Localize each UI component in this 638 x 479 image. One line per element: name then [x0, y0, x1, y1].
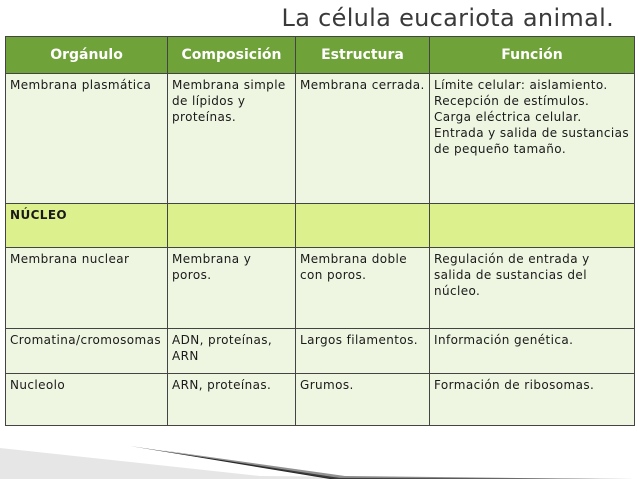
cell-funcion: Límite celular: aislamiento. Recepción de estímulos. Carga eléctrica celular. Entrada y salida de sustancias de pequeño tamaño.: [430, 74, 635, 204]
cell-estructura: Membrana cerrada.: [296, 74, 430, 204]
cell-organulo: Cromatina/cromosomas: [6, 329, 168, 374]
cell-funcion: Formación de ribosomas.: [430, 374, 635, 426]
section-empty-cell: [430, 204, 635, 248]
cell-composicion: Membrana y poros.: [168, 248, 296, 329]
table-row: [6, 74, 635, 204]
section-label: NÚCLEO: [6, 204, 168, 248]
table-row: [6, 248, 635, 329]
cell-composicion: Membrana simple de lípidos y proteínas.: [168, 74, 296, 204]
cell-organulo: Nucleolo: [6, 374, 168, 426]
cell-composicion: ARN, proteínas.: [168, 374, 296, 426]
section-row-nucleo: [6, 204, 635, 248]
cell-organulo: Membrana plasmática: [6, 74, 168, 204]
cell-estructura: Largos filamentos.: [296, 329, 430, 374]
cell-estructura: Membrana doble con poros.: [296, 248, 430, 329]
table-row: [6, 329, 635, 374]
cell-estructura: Grumos.: [296, 374, 430, 426]
table-row: [6, 374, 635, 426]
section-empty-cell: [296, 204, 430, 248]
header-funcion: Función: [430, 37, 635, 74]
cell-funcion: Regulación de entrada y salida de sustancias del núcleo.: [430, 248, 635, 329]
header-composicion: Composición: [168, 37, 296, 74]
cell-table: [5, 36, 635, 426]
section-empty-cell: [168, 204, 296, 248]
cell-funcion: Información genética.: [430, 329, 635, 374]
slide-title: La célula eucariota animal.: [281, 4, 614, 32]
cell-organulo: Membrana nuclear: [6, 248, 168, 329]
decorative-swoosh: [0, 436, 638, 479]
cell-composicion: ADN, proteínas, ARN: [168, 329, 296, 374]
header-estructura: Estructura: [296, 37, 430, 74]
table-header-row: [6, 37, 635, 74]
header-organulo: Orgánulo: [6, 37, 168, 74]
